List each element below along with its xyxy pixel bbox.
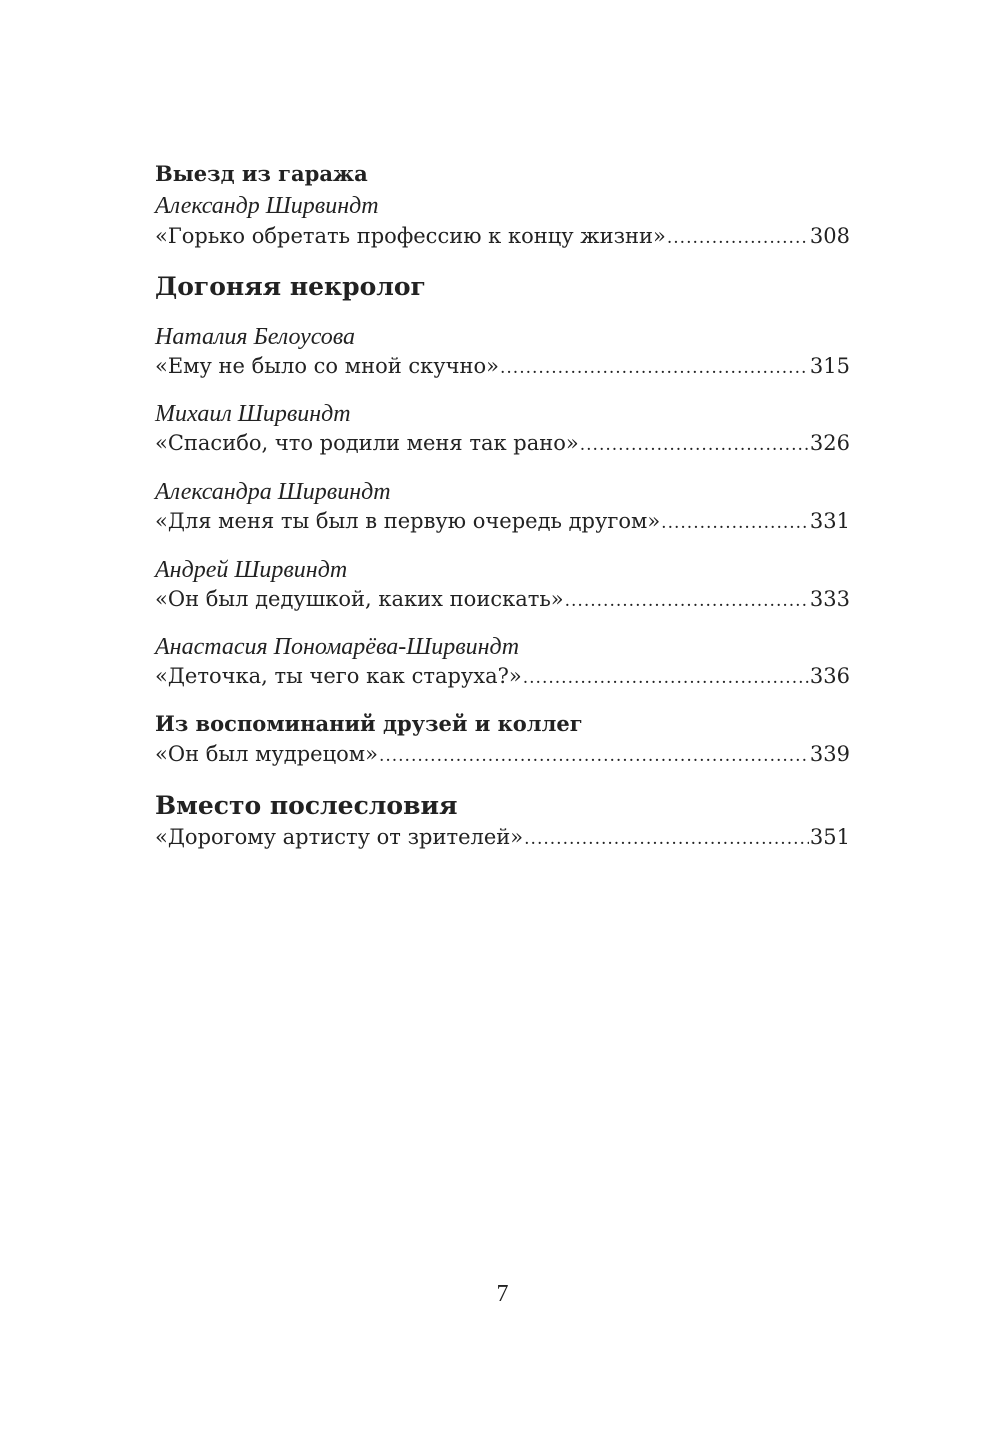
entry-title: «Он был мудрецом» bbox=[155, 742, 378, 766]
entry-title: «Горько обретать профессию к концу жизни» bbox=[155, 224, 666, 248]
toc-entry[interactable] bbox=[155, 739, 850, 771]
dot-leader bbox=[667, 223, 809, 253]
entry-author: Михаил Ширвиндт bbox=[155, 401, 351, 427]
toc-entry[interactable] bbox=[155, 584, 850, 616]
dot-leader bbox=[379, 741, 809, 771]
toc-page bbox=[155, 0, 850, 1447]
entry-title: «Спасибо, что родили меня так рано» bbox=[155, 431, 579, 455]
page-number: 333 bbox=[809, 587, 850, 611]
toc-entry[interactable] bbox=[155, 661, 850, 693]
entry-author: Анастасия Пономарёва-Ширвиндт bbox=[155, 634, 520, 660]
page-number: 326 bbox=[809, 431, 850, 455]
entry-title: «Дорогому артисту от зрителей» bbox=[155, 825, 524, 849]
entry-author: Андрей Ширвиндт bbox=[155, 557, 348, 583]
toc-entry[interactable] bbox=[155, 221, 850, 253]
section-heading: Догоняя некролог bbox=[155, 272, 426, 301]
entry-title: «Деточка, ты чего как старуха?» bbox=[155, 664, 522, 688]
dot-leader bbox=[580, 430, 809, 460]
dot-leader bbox=[661, 508, 809, 538]
page-number: 308 bbox=[809, 224, 850, 248]
section-heading: Выезд из гаража bbox=[155, 161, 368, 186]
toc-entry[interactable] bbox=[155, 506, 850, 538]
toc-entry[interactable] bbox=[155, 822, 850, 854]
entry-title: «Ему не было со мной скучно» bbox=[155, 354, 499, 378]
page-number: 331 bbox=[809, 509, 850, 533]
entry-author: Наталия Белоусова bbox=[155, 324, 356, 350]
entry-author: Александра Ширвиндт bbox=[155, 479, 391, 505]
entry-title: «Для меня ты был в первую очередь другом» bbox=[155, 509, 661, 533]
toc-entry[interactable] bbox=[155, 428, 850, 460]
dot-leader bbox=[524, 824, 809, 854]
section-heading: Вместо послесловия bbox=[155, 791, 458, 820]
toc-entry[interactable] bbox=[155, 351, 850, 383]
entry-title: «Он был дедушкой, каких поискать» bbox=[155, 587, 564, 611]
dot-leader bbox=[523, 663, 809, 693]
dot-leader bbox=[500, 353, 809, 383]
page-folio: 7 bbox=[496, 1281, 509, 1307]
page-number: 315 bbox=[809, 354, 850, 378]
page-number: 351 bbox=[809, 825, 850, 849]
page-number: 339 bbox=[809, 742, 850, 766]
section-heading: Из воспоминаний друзей и коллег bbox=[155, 711, 583, 736]
dot-leader bbox=[565, 586, 809, 616]
page-number: 336 bbox=[809, 664, 850, 688]
entry-author: Александр Ширвиндт bbox=[155, 193, 379, 219]
